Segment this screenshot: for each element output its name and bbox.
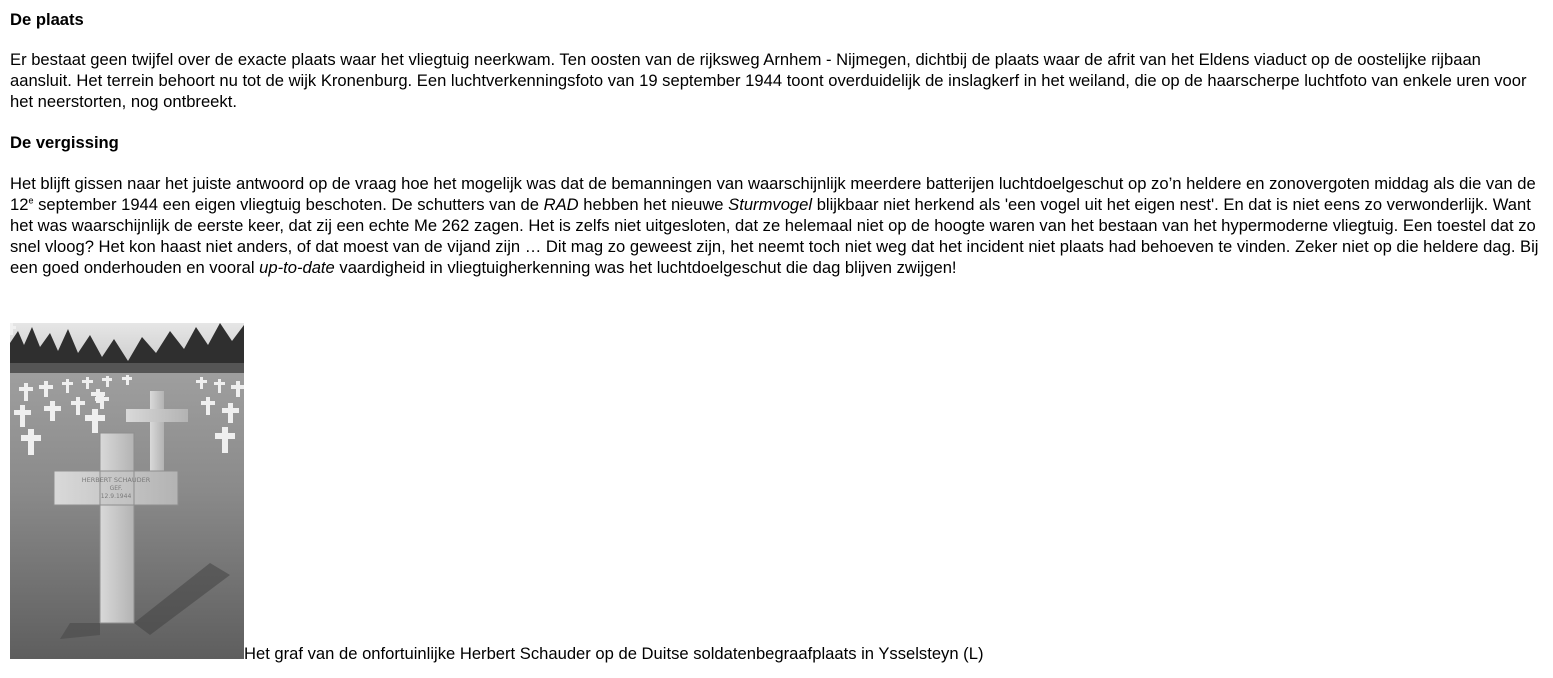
cemetery-image [10,323,244,659]
cross-inscription-line1: HERBERT SCHAUDER [81,476,151,484]
section-heading-de-vergissing: De vergissing [10,133,119,152]
text-run: blijkbaar niet herkend als 'een vogel uit het eigen nest'. En dat is niet eens zo verwonderlijk. Want het was waarschijnlijk de eerste keer, dat zij een echte Me 262 zagen. Het is zelfs niet uitgesloten, dat ze helemaal niet op de hoogte waren van het bestaan van het hypermoderne vliegtuig. Een toestel dat zo snel vloog? Het kon haast niet anders, of dat moest van de vijand zijn … Dit mag zo geweest zijn, het neemt toch niet weg dat het incident niet plaats had behoeven te vinden. Zeker niet op die heldere dag. Bij een goed onderhouden en vooral [10,195,1539,277]
text-run: vaardigheid in vliegtuigherkenning was het luchtdoelgeschut die dag blijven zwijgen! [334,258,957,277]
text-run: september 1944 een eigen vliegtuig beschoten. De schutters van de [33,195,544,214]
text-run: hebben het nieuwe [578,195,729,214]
text-run: Het blijft gissen naar het juiste antwoord op de vraag hoe het mogelijk was dat de bemanningen van waarschijnlijk meerdere batterijen luchtdoelgeschut op zo’n heldere en zonovergoten middag als die van de 12 [10,174,1536,214]
paragraph-de-plaats: Er bestaat geen twijfel over de exacte plaats waar het vliegtuig neerkwam. Ten oosten van de rijksweg Arnhem - Nijmegen, dichtbij de plaats waar de afrit van het Eldens viaduct op de oostelijke rijbaan aansluit. Het terrein behoort nu tot de wijk Kronenburg. Een luchtverkenningsfoto van 19 september 1944 toont overduidelijk de inslagkerf in het weiland, die op de haarscherpe luchtfoto van enkele uren voor het neerstorten, nog ontbreekt. [10,50,1527,111]
italic-rad: RAD [543,195,579,214]
paragraph-de-vergissing [10,173,1545,278]
cross-inscription-line3: 12.9.1944 [100,493,132,500]
photo-caption: Het graf van de onfortuinlijke Herbert Schauder op de Duitse soldatenbegraafplaats in Ysselsteyn (L) [244,644,984,663]
italic-up-to-date: up-to-date [259,258,335,277]
superscript-e: e [28,195,34,206]
grave-photo [10,323,244,659]
section-heading-de-plaats: De plaats [10,10,84,29]
cross-inscription-line2: GEF. [109,485,123,492]
italic-sturmvogel: Sturmvogel [728,195,813,214]
